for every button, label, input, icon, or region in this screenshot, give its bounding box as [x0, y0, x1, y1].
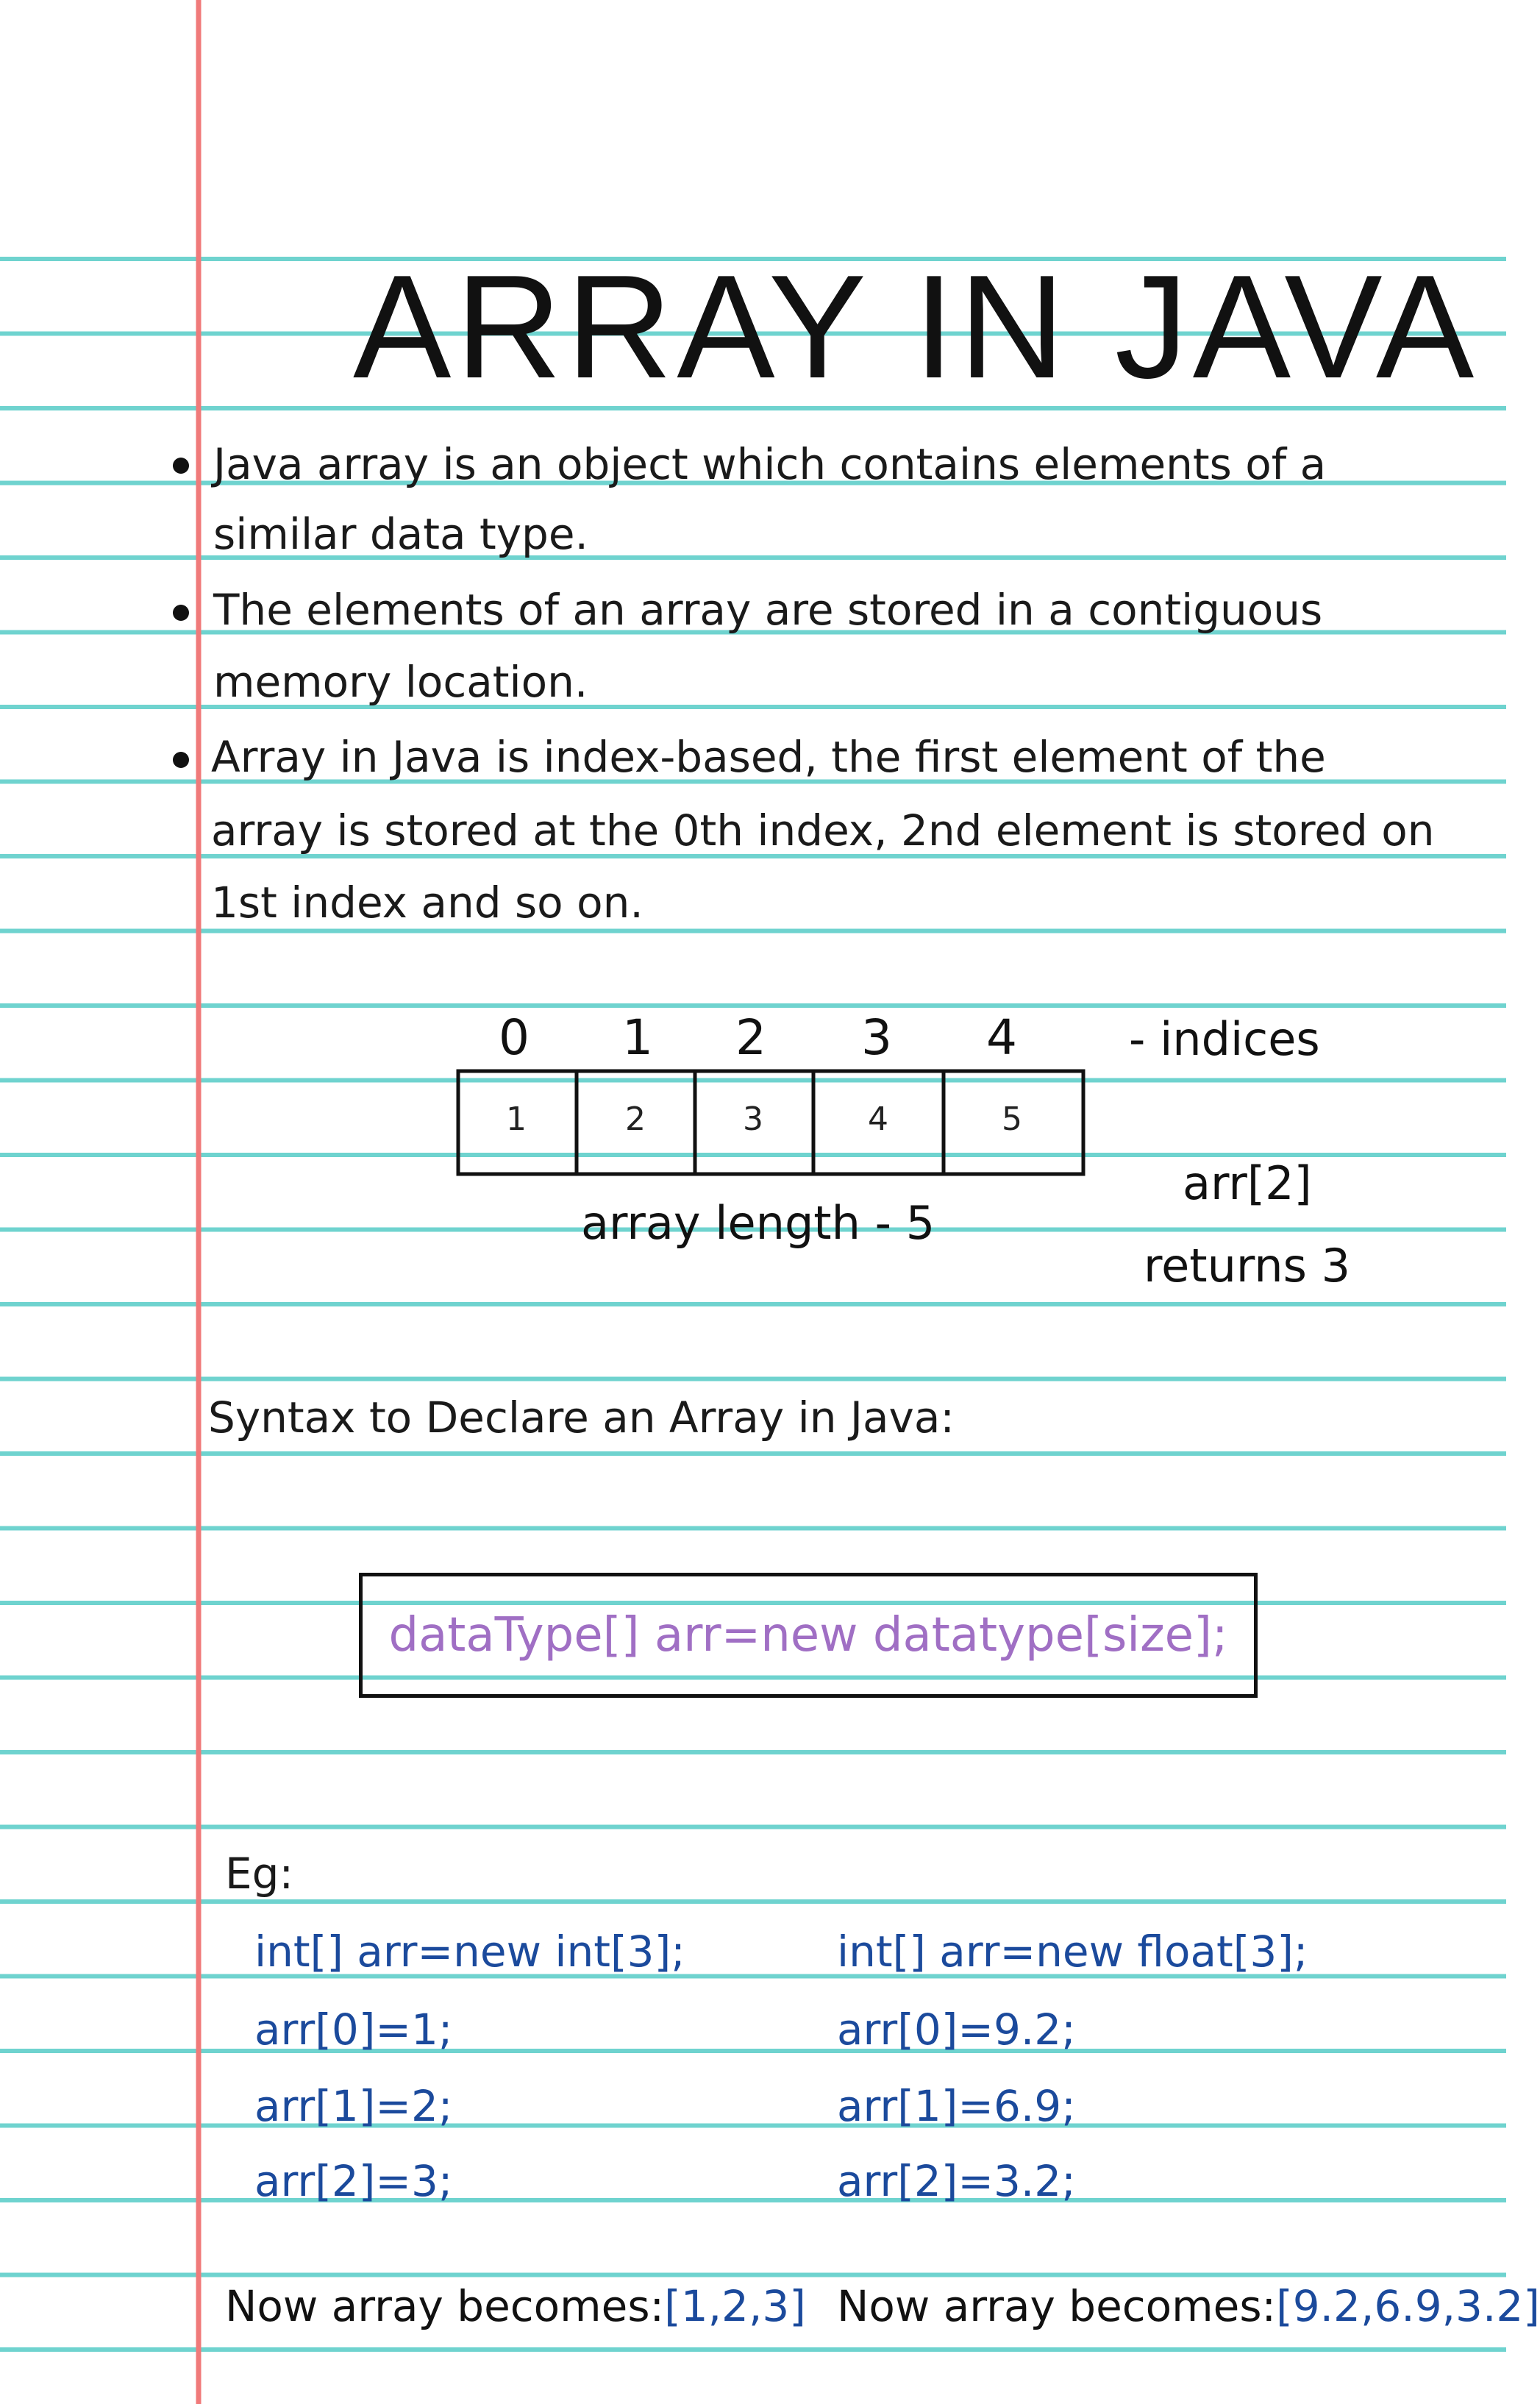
right-result-value: [9.2,6.9,3.2]	[1276, 2281, 1540, 2331]
left-result	[225, 2281, 806, 2331]
left-result-label: Now array becomes:	[225, 2281, 665, 2331]
bullet-2-line-1: The elements of an array are stored in a contiguous	[213, 585, 1323, 635]
right-result-label: Now array becomes:	[837, 2281, 1277, 2331]
example-left-line: int[] arr=new int[3];	[254, 1927, 685, 1977]
array-cell-value: 4	[868, 1100, 888, 1138]
bullet-dot	[173, 752, 189, 768]
bullet-3-line-1: Array in Java is index-based, the first element of the	[211, 732, 1326, 782]
example-left-line: arr[0]=1;	[254, 2005, 453, 2055]
array-cells	[456, 1069, 1088, 1179]
array-access-result: returns 3	[1144, 1239, 1351, 1292]
array-access-expr: arr[2]	[1183, 1156, 1312, 1210]
bullet-2-line-2: memory location.	[213, 657, 588, 707]
example-label: Eg:	[225, 1849, 294, 1899]
array-index-label: 4	[986, 1009, 1017, 1066]
array-index-label: 1	[622, 1009, 653, 1066]
bullet-3-line-3: 1st index and so on.	[211, 878, 644, 928]
array-index-label: 0	[499, 1009, 530, 1066]
array-cell-value: 3	[743, 1100, 763, 1138]
array-cell-value: 1	[506, 1100, 527, 1138]
bullet-1-line-2: similar data type.	[213, 509, 588, 559]
example-left-line: arr[1]=2;	[254, 2081, 453, 2131]
indices-label: - indices	[1129, 1012, 1320, 1066]
left-result-value: [1,2,3]	[664, 2281, 806, 2331]
array-index-label: 3	[861, 1009, 892, 1066]
ruled-lines	[0, 259, 1506, 2350]
syntax-code: dataType[] arr=new datatype[size];	[388, 1608, 1228, 1662]
example-right-line: arr[0]=9.2;	[837, 2005, 1076, 2055]
example-left-line: arr[2]=3;	[254, 2156, 453, 2206]
syntax-box	[359, 1573, 1258, 1698]
example-right-line: arr[1]=6.9;	[837, 2081, 1076, 2131]
array-index-label: 2	[735, 1009, 766, 1066]
page-title: ARRAY IN JAVA	[353, 245, 1479, 409]
example-right-line: int[] arr=new float[3];	[837, 1927, 1308, 1977]
syntax-heading: Syntax to Declare an Array in Java:	[208, 1393, 955, 1443]
example-right-line: arr[2]=3.2;	[837, 2156, 1076, 2206]
right-result	[837, 2281, 1540, 2331]
array-cell-value: 2	[625, 1100, 646, 1138]
array-length-label: array length - 5	[581, 1196, 935, 1250]
bullet-1-line-1: Java array is an object which contains elements of a	[213, 439, 1327, 489]
array-cell-value: 5	[1002, 1100, 1022, 1138]
bullet-dot	[173, 458, 189, 474]
bullet-dot	[173, 605, 189, 621]
bullet-3-line-2: array is stored at the 0th index, 2nd element is stored on	[211, 806, 1435, 856]
